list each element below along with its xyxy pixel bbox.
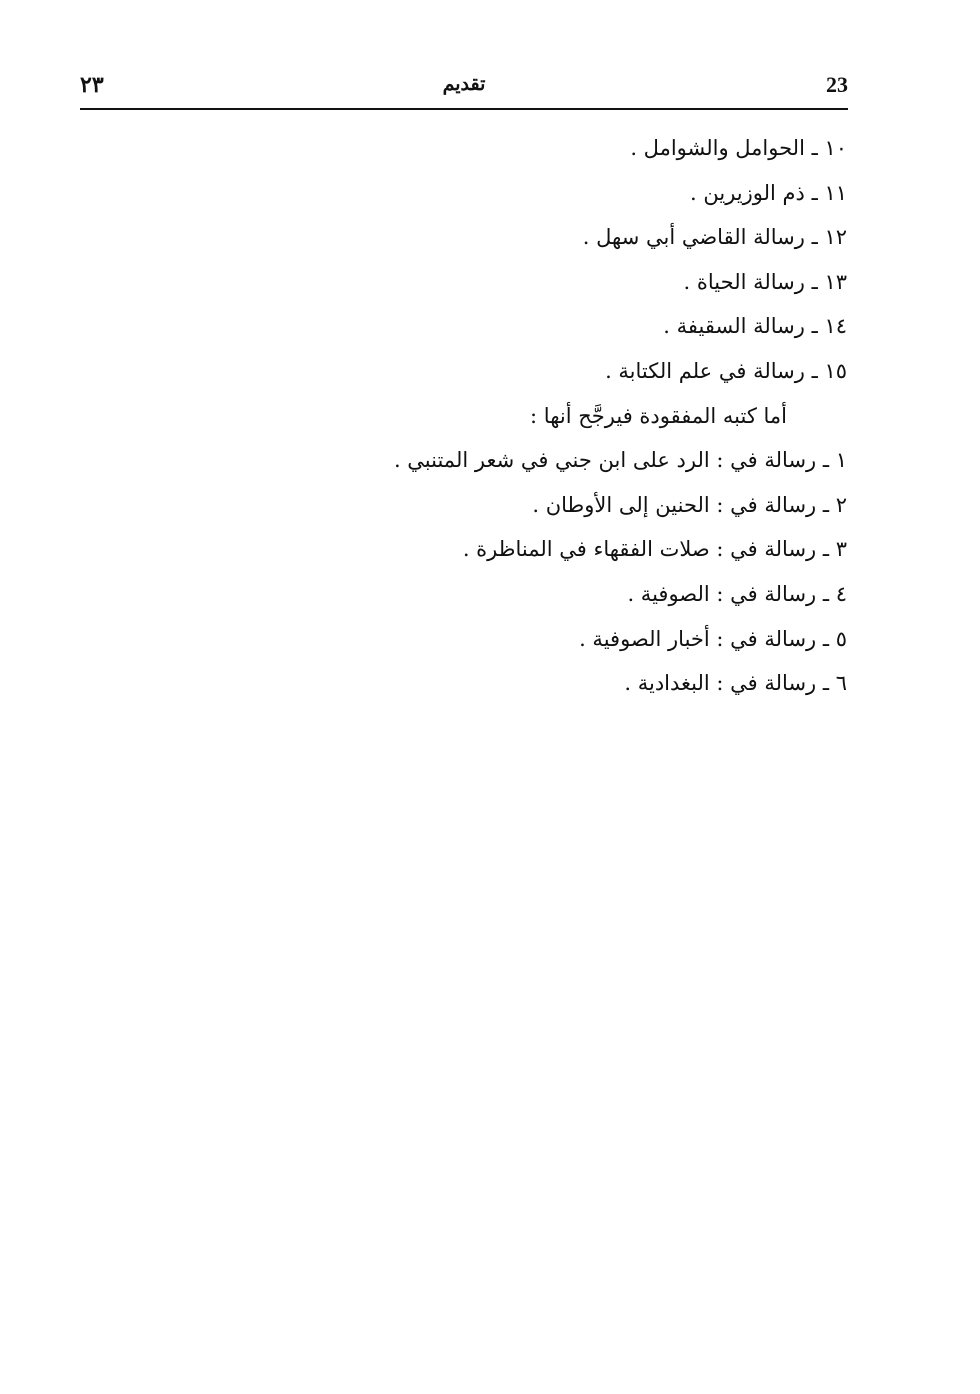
item-number: ١٠ (824, 136, 847, 160)
item-text: رسالة القاضي أبي سهل . (582, 225, 805, 250)
list-item (247, 215, 847, 260)
item-text: رسالة الحياة . (683, 269, 805, 294)
item-number: ١٢ (824, 225, 847, 250)
item-separator: ـ (811, 180, 818, 205)
list-item (247, 349, 847, 394)
list-item (247, 661, 847, 706)
page-number-arabic: ٢٣ (80, 72, 104, 98)
list-item (247, 304, 847, 349)
item-text: رسالة السقيفة . (663, 314, 805, 339)
item-separator: ـ (811, 136, 818, 160)
item-separator: ـ (811, 225, 818, 250)
page-body (247, 126, 847, 706)
item-number: ٢ (835, 492, 847, 517)
list-item (247, 438, 847, 483)
running-title: تقديم (442, 73, 486, 95)
item-separator: ـ (822, 626, 830, 651)
item-separator: ـ (822, 671, 830, 696)
item-number: ٤ (835, 581, 847, 606)
page-header (80, 64, 848, 108)
item-separator: ـ (811, 269, 818, 294)
item-text: صلات الفقهاء في المناظرة . (462, 537, 710, 562)
header-rule (80, 108, 848, 110)
item-number: ٥ (835, 626, 847, 651)
item-text: الصوفية . (627, 581, 710, 606)
item-number: ١٣ (824, 269, 847, 294)
item-label: رسالة في : (716, 626, 817, 651)
item-text: الرد على ابن جني في شعر المتنبي . (393, 448, 710, 473)
list-item (247, 126, 847, 171)
item-text: البغدادية . (624, 671, 710, 696)
item-separator: ـ (811, 358, 818, 383)
item-text: الحوامل والشوامل . (630, 136, 805, 160)
item-text: ذم الوزيرين . (690, 180, 805, 205)
item-number: ١٤ (824, 314, 847, 339)
list-item (247, 572, 847, 617)
item-separator: ـ (822, 581, 830, 606)
item-text: رسالة في علم الكتابة . (605, 358, 805, 383)
item-text: أخبار الصوفية . (579, 626, 710, 651)
item-number: ١١ (824, 180, 847, 205)
list-item (247, 527, 847, 572)
item-label: رسالة في : (716, 581, 817, 606)
item-number: ١ (835, 448, 847, 473)
list-item (247, 171, 847, 216)
item-separator: ـ (811, 314, 818, 339)
item-label: رسالة في : (716, 537, 817, 562)
list-item (247, 617, 847, 662)
item-label: رسالة في : (716, 492, 817, 517)
item-separator: ـ (822, 537, 830, 562)
page-number-latin: 23 (826, 72, 848, 97)
item-text: الحنين إلى الأوطان . (532, 492, 710, 517)
item-label: رسالة في : (716, 448, 817, 473)
list-item (247, 260, 847, 305)
item-number: ٦ (835, 671, 847, 696)
item-number: ١٥ (824, 358, 847, 383)
item-separator: ـ (822, 448, 830, 473)
item-number: ٣ (835, 537, 847, 562)
item-separator: ـ (822, 492, 830, 517)
lost-books-intro: أما كتبه المفقودة فيرجَّح أنها : (530, 403, 787, 428)
list-item (247, 483, 847, 528)
item-label: رسالة في : (716, 671, 817, 696)
